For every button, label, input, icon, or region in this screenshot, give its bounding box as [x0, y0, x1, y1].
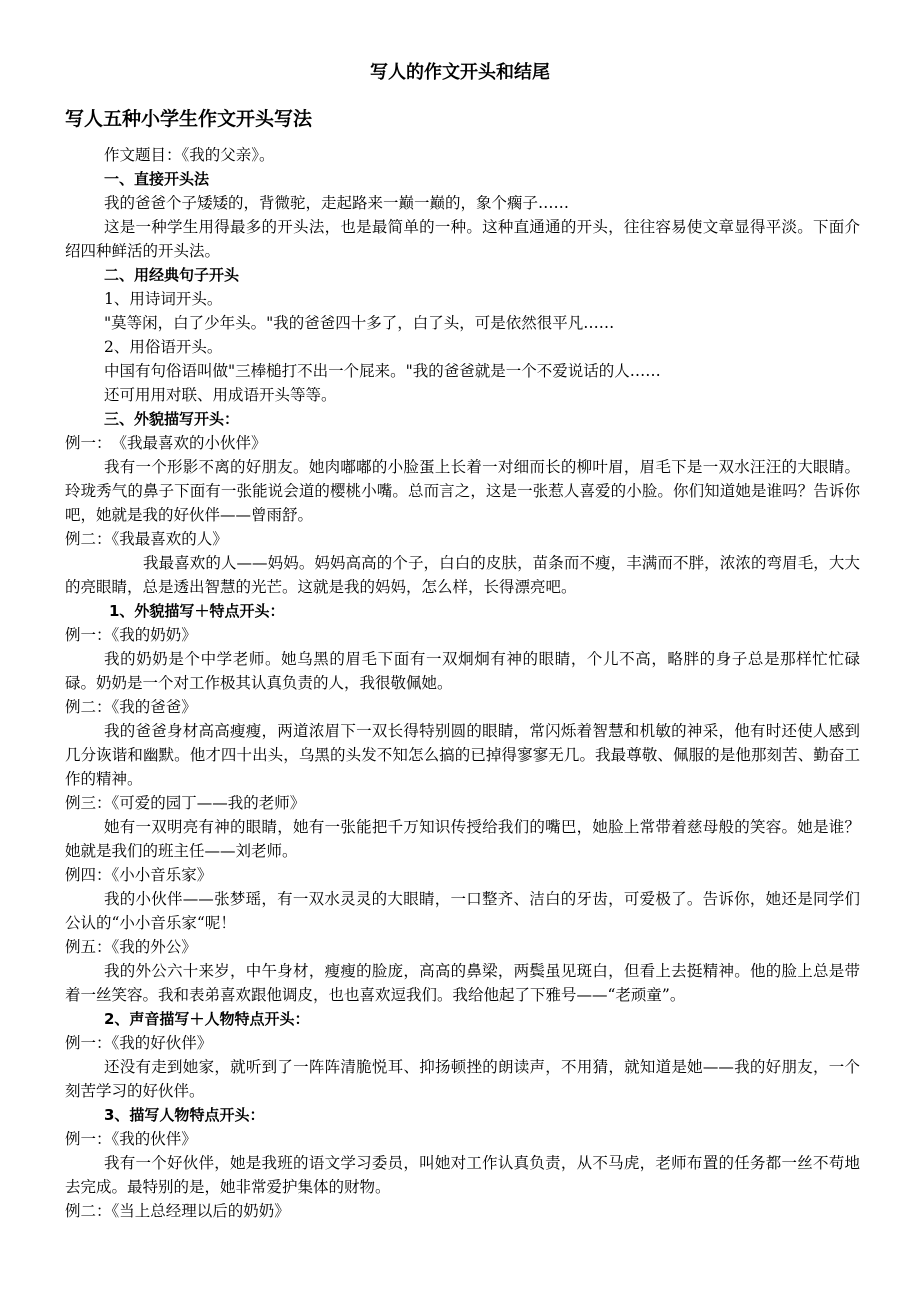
example-paragraph: 我有一个好伙伴，她是我班的语文学习委员，叫她对工作认真负责，从不马虎，老师布置的任务都一丝不苟地去完成。最特别的是，她非常爱护集体的财物。 — [65, 1154, 860, 1196]
example-label: 例一：《我的奶奶》 — [65, 626, 197, 644]
subsection-heading: 1、外貌描写＋特点开头： — [109, 602, 285, 620]
example-paragraph: 还没有走到她家，就听到了一阵阵清脆悦耳、抑扬顿挫的朗读声，不用猜，就知道是她——我的好朋友，一个刻苦学习的好伙伴。 — [65, 1058, 860, 1100]
example-label: 例二：《当上总经理以后的奶奶》 — [65, 1202, 290, 1220]
document-body — [65, 143, 860, 1223]
example-paragraph: 我有一个形影不离的好朋友。她肉嘟嘟的小脸蛋上长着一对细而长的柳叶眉，眉毛下是一双水汪汪的大眼睛。玲珑秀气的鼻子下面有一张能说会道的樱桃小嘴。总而言之，这是一张惹人喜爱的小脸。你们知道她是谁吗？告诉你吧，她就是我的好伙伴——曾雨舒。 — [65, 458, 860, 524]
subsection-heading: 2、声音描写＋人物特点开头： — [104, 1010, 310, 1028]
section-heading: 三、外貌描写开头： — [104, 410, 240, 428]
example-label: 例五：《我的外公》 — [65, 938, 197, 956]
subsection-label: 1、用诗词开头。 — [104, 290, 223, 308]
example-label: 例二：《我最喜欢的人》 — [65, 530, 228, 548]
paragraph: 这是一种学生用得最多的开头法，也是最简单的一种。这种直通通的开头，往往容易使文章显得平淡。下面介绍四种鲜活的开头法。 — [65, 218, 860, 260]
example-paragraph: 我的爸爸身材高高瘦瘦，两道浓眉下一双长得特别圆的眼睛，常闪烁着智慧和机敏的神采，他有时还使人感到几分诙谐和幽默。他才四十出头，乌黑的头发不知怎么搞的已掉得寥寥无几。我最尊敬、佩服的是他那刻苦、勤奋工作的精神。 — [65, 722, 860, 788]
section-heading: 二、用经典句子开头 — [104, 266, 240, 284]
example-text: 我的爸爸个子矮矮的，背微驼，走起路来一巅一巅的，象个瘸子…… — [104, 194, 570, 212]
example-paragraph: 我的奶奶是个中学老师。她乌黑的眉毛下面有一双炯炯有神的眼睛，个儿不高，略胖的身子总是那样忙忙碌碌。奶奶是一个对工作极其认真负责的人，我很敬佩她。 — [65, 650, 860, 692]
example-label: 例一：《我的伙伴》 — [65, 1130, 197, 1148]
document-subtitle: 写人五种小学生作文开头写法 — [65, 108, 313, 130]
example-paragraph: 她有一双明亮有神的眼睛，她有一张能把千万知识传授给我们的嘴巴，她脸上常带着慈母般的笑容。她是谁？她就是我们的班主任——刘老师。 — [65, 818, 860, 860]
example-text: 中国有句俗语叫做"三棒槌打不出一个屁来。"我的爸爸就是一个不爱说话的人…… — [104, 362, 661, 380]
document-title: 写人的作文开头和结尾 — [370, 62, 550, 83]
example-label: 例一： 《我最喜欢的小伙伴》 — [65, 434, 267, 452]
example-text: "莫等闲，白了少年头。"我的爸爸四十多了，白了头，可是依然很平凡…… — [104, 314, 615, 332]
example-label: 例二：《我的爸爸》 — [65, 698, 197, 716]
subsection-label: 2、用俗语开头。 — [104, 338, 223, 356]
example-paragraph: 我最喜欢的人——妈妈。妈妈高高的个子，白白的皮肤，苗条而不瘦，丰满而不胖，浓浓的弯眉毛，大大的亮眼睛，总是透出智慧的光芒。这就是我的妈妈，怎么样，长得漂亮吧。 — [65, 554, 860, 596]
section-heading: 一、直接开头法 — [104, 170, 210, 188]
paragraph: 还可用用对联、用成语开头等等。 — [104, 386, 337, 404]
example-label: 例四：《小小音乐家》 — [65, 866, 213, 884]
topic-line: 作文题目：《我的父亲》。 — [104, 146, 275, 164]
example-paragraph: 我的外公六十来岁，中午身材，瘦瘦的脸庞，高高的鼻梁，两鬓虽见斑白，但看上去挺精神。他的脸上总是带着一丝笑容。我和表弟喜欢跟他调皮，也也喜欢逗我们。我给他起了下雅号——“老顽童”。 — [65, 962, 860, 1004]
subsection-heading: 3、描写人物特点开头： — [104, 1106, 265, 1124]
example-label: 例三：《可爱的园丁——我的老师》 — [65, 794, 306, 812]
example-label: 例一：《我的好伙伴》 — [65, 1034, 213, 1052]
example-paragraph: 我的小伙伴——张梦瑶，有一双水灵灵的大眼睛，一口整齐、洁白的牙齿，可爱极了。告诉你，她还是同学们公认的“小小音乐家“呢！ — [65, 890, 860, 932]
